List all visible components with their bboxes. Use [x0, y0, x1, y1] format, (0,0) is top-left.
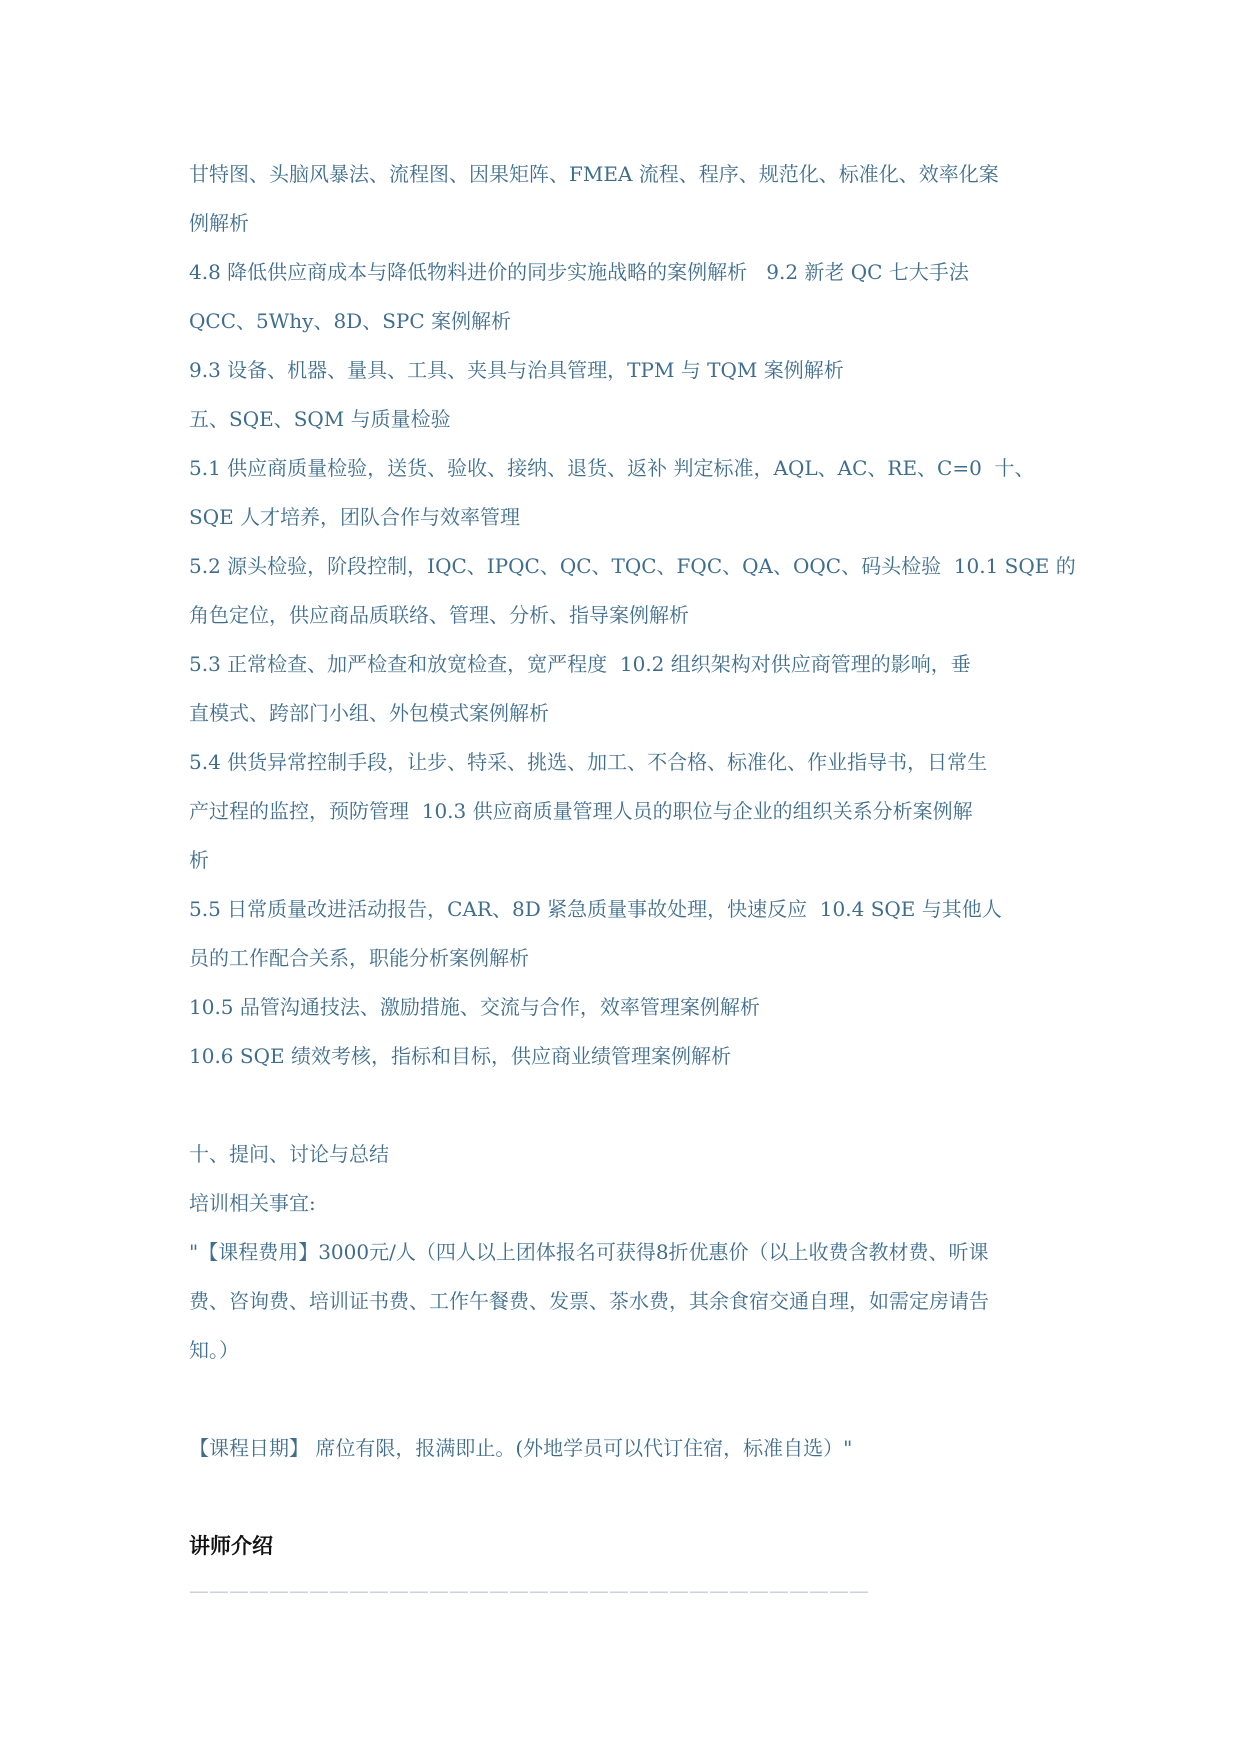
- divider-line: ——————————————————————————————————: [189, 1579, 869, 1603]
- course-date-line: 【课程日期】 席位有限，报满即止。(外地学员可以代订住宿，标准自选）": [189, 1436, 853, 1460]
- text-line: QCC、5Why、8D、SPC 案例解析: [189, 309, 512, 333]
- document-content: [189, 150, 1076, 1611]
- text-line: 10.5 品管沟通技法、激励措施、交流与合作，效率管理案例解析: [189, 995, 760, 1019]
- section-heading: 十、提问、讨论与总结: [189, 1142, 389, 1166]
- text-line: 甘特图、头脑风暴法、流程图、因果矩阵、FMEA 流程、程序、规范化、标准化、效率化案: [189, 162, 999, 186]
- text-line: 产过程的监控，预防管理 10.3 供应商质量管理人员的职位与企业的组织关系分析案例解: [189, 799, 973, 823]
- training-matters-label: 培训相关事宜:: [189, 1191, 316, 1215]
- section-heading: 五、SQE、SQM 与质量检验: [189, 407, 451, 431]
- text-line: 10.6 SQE 绩效考核，指标和目标，供应商业绩管理案例解析: [189, 1044, 731, 1068]
- instructor-heading: 讲师介绍: [189, 1534, 273, 1558]
- fee-line: 知。）: [189, 1338, 239, 1362]
- text-line: 员的工作配合关系，职能分析案例解析: [189, 946, 529, 970]
- text-line: SQE 人才培养，团队合作与效率管理: [189, 505, 521, 529]
- text-line: 9.3 设备、机器、量具、工具、夹具与治具管理，TPM 与 TQM 案例解析: [189, 358, 844, 382]
- text-line: 5.5 日常质量改进活动报告，CAR、8D 紧急质量事故处理，快速反应 10.4 SQE 与其他人: [189, 897, 1002, 921]
- text-line: 5.3 正常检查、加严检查和放宽检查，宽严程度 10.2 组织架构对供应商管理的影响，垂: [189, 652, 971, 676]
- text-line: 5.2 源头检验，阶段控制，IQC、IPQC、QC、TQC、FQC、QA、OQC、码头检验 10.1 SQE 的: [189, 554, 1076, 578]
- text-line: 析: [189, 848, 209, 872]
- blank-line: [189, 1081, 1069, 1130]
- text-line: 例解析: [189, 211, 249, 235]
- text-line: 5.4 供货异常控制手段，让步、特采、挑选、加工、不合格、标准化、作业指导书，日常生: [189, 750, 988, 774]
- text-line: 4.8 降低供应商成本与降低物料进价的同步实施战略的案例解析 9.2 新老 QC 七大手法: [189, 260, 969, 284]
- text-line: 5.1 供应商质量检验，送货、验收、接纳、退货、返补 判定标准，AQL、AC、RE、C=0 十、: [189, 456, 1035, 480]
- blank-line: [189, 1375, 1069, 1424]
- text-line: 直模式、跨部门小组、外包模式案例解析: [189, 701, 549, 725]
- fee-line: "【课程费用】3000元/人（四人以上团体报名可获得8折优惠价（以上收费含教材费、听课: [189, 1240, 989, 1264]
- blank-line: [189, 1473, 1069, 1522]
- fee-line: 费、咨询费、培训证书费、工作午餐费、发票、茶水费，其余食宿交通自理，如需定房请告: [189, 1289, 989, 1313]
- text-line: 角色定位，供应商品质联络、管理、分析、指导案例解析: [189, 603, 689, 627]
